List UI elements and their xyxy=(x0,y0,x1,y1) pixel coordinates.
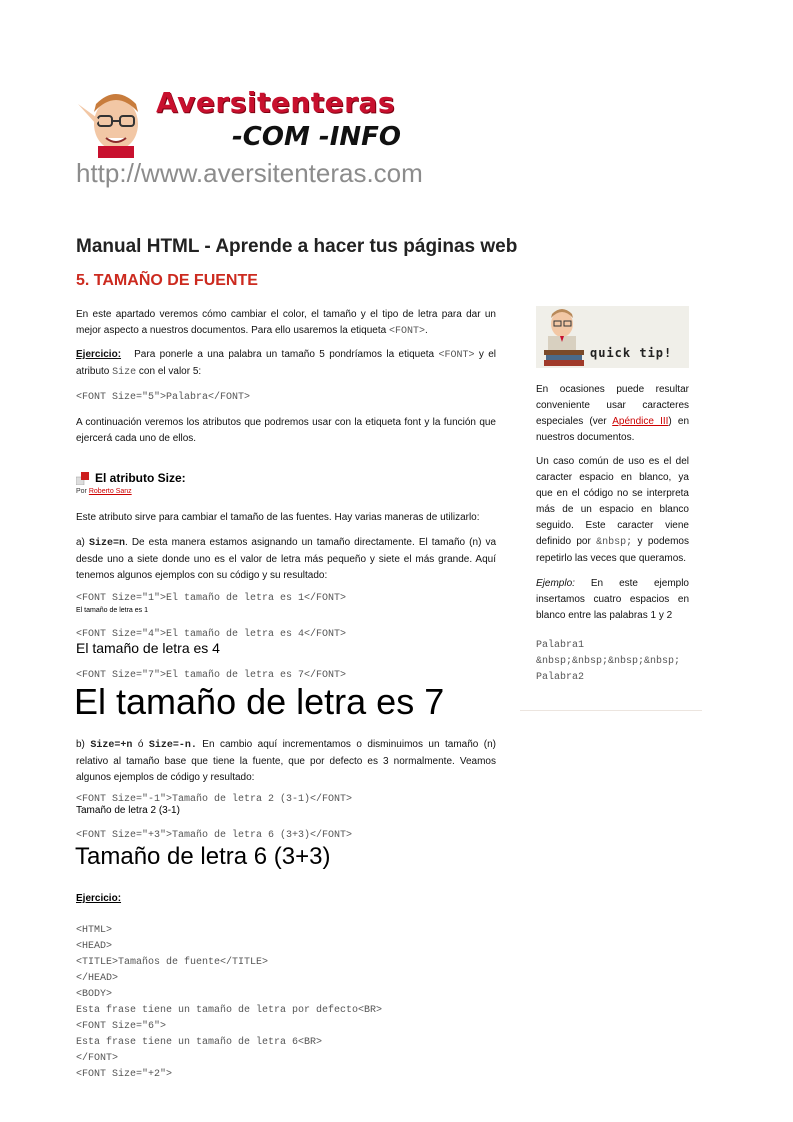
quick-tip-badge: quick tip! xyxy=(590,346,673,360)
tip-code-line: Palabra1 xyxy=(536,640,585,651)
byline-prefix: Por xyxy=(76,488,87,495)
size-b-paragraph xyxy=(76,737,496,786)
author-link[interactable]: Roberto Sanz xyxy=(88,488,132,495)
exercise-2-label: Ejercicio: xyxy=(76,893,122,904)
tip-p1-end: ) en nuestros documentos. xyxy=(536,416,690,443)
tip-example-label: Ejemplo: xyxy=(536,578,575,589)
tip-p1-text: En ocasiones puede resultar conveniente usar caracteres especiales (ver xyxy=(536,384,689,427)
tip-paragraph-2 xyxy=(536,454,689,567)
ex7-result: El tamaño de letra es 7 xyxy=(74,681,445,722)
tip-p2-text: Un caso común de uso es el del caracter espacio en blanco, ya que en el código no se interpreta más de un espacio en blanco seguido. Este caracter viene definido por xyxy=(536,456,689,547)
code-line: <BODY> xyxy=(76,989,113,1000)
continuation-paragraph: A continuación veremos los atributos que podremos usar con la etiqueta font y la función que ejercerá cada uno de ellos. xyxy=(76,417,496,444)
exp3-result: Tamaño de letra 6 (3+3) xyxy=(75,843,331,870)
ex7-code: <FONT Size="7">El tamaño de letra es 7</FONT> xyxy=(76,670,347,681)
section-title: 5. TAMAÑO DE FUENTE xyxy=(76,272,258,289)
exercise-attr: Size xyxy=(112,367,137,378)
code-line: Esta frase tiene un tamaño de letra por defecto<BR> xyxy=(76,1005,383,1016)
b-or: ó xyxy=(132,739,149,750)
exercise-1-code: <FONT Size="5">Palabra</FONT> xyxy=(76,392,251,403)
bullet-icon xyxy=(76,472,89,485)
a-text: . De esta manera estamos asignando un tamaño directamente. El tamaño (n) va desde uno a siete donde uno es el valor de letra más pequeño y siete el más grande. Aquí tenemos algunos ejemplos con su código y su resultado: xyxy=(76,537,497,581)
quick-tip-banner xyxy=(536,306,689,368)
ex4-result: El tamaño de letra es 4 xyxy=(76,640,220,656)
tip-example-text: En este ejemplo insertamos cuatro espacios en blanco entre las palabras 1 y 2 xyxy=(536,578,689,621)
code-line: <TITLE>Tamaños de fuente</TITLE> xyxy=(76,957,269,968)
sidebar-divider xyxy=(520,710,702,711)
a-code: Size=n xyxy=(88,538,125,549)
a-prefix: a) xyxy=(76,537,85,548)
exercise-2-code xyxy=(76,907,382,1099)
code-line: <HEAD> xyxy=(76,941,113,952)
tip-code-line: &nbsp;&nbsp;&nbsp;&nbsp; xyxy=(536,656,681,667)
site-logo xyxy=(76,84,416,158)
exm1-code: <FONT Size="-1">Tamaño de letra 2 (3-1)</FONT> xyxy=(76,794,353,805)
intro-tag: <FONT> xyxy=(388,326,425,337)
exercise-label: Ejercicio: xyxy=(76,349,122,360)
size-description: Este atributo sirve para cambiar el tamaño de las fuentes. Hay varias maneras de utilizarlo: xyxy=(76,512,480,523)
intro-text: En este apartado veremos cómo cambiar el color, el tamaño y el tipo de letra para dar un mejor aspecto a nuestros documentos. Para ello usaremos la etiqueta xyxy=(76,309,496,336)
code-line: Esta frase tiene un tamaño de letra 6<BR> xyxy=(76,1037,323,1048)
tip-paragraph-3 xyxy=(536,576,689,624)
tip-paragraph-1 xyxy=(536,382,689,446)
b-code-plus: Size=+n xyxy=(90,740,133,751)
exm1-result: Tamaño de letra 2 (3-1) xyxy=(76,805,180,816)
mascot-image xyxy=(76,84,156,158)
logo-line-2: -COM -INFO xyxy=(232,122,401,152)
tip-code xyxy=(536,638,680,686)
ex1-result: El tamaño de letra es 1 xyxy=(76,607,148,614)
byline xyxy=(76,488,132,495)
code-line: </FONT> xyxy=(76,1053,119,1064)
exercise-tag: <FONT> xyxy=(438,350,475,361)
b-text: En cambio aquí incrementamos o disminuimos un tamaño (n) relativo al tamaño base que tiene la fuente, que por defecto es 3 normalmente. Veamos algunos ejemplos de código y resultado: xyxy=(76,739,496,783)
logo-line-1: Aversitenteras xyxy=(156,86,396,119)
ex4-code: <FONT Size="4">El tamaño de letra es 4</FONT> xyxy=(76,629,347,640)
b-prefix: b) xyxy=(76,739,85,750)
tip-code-line: Palabra2 xyxy=(536,672,585,683)
code-line: <FONT Size="6"> xyxy=(76,1021,167,1032)
site-url: http://www.aversitenteras.com xyxy=(76,158,423,188)
exercise-mid: y el atributo xyxy=(76,349,496,377)
page-title: Manual HTML - Aprende a hacer tus páginas web xyxy=(76,236,518,257)
nerd-mascot-image xyxy=(538,306,594,368)
exercise-text: Para ponerle a una palabra un tamaño 5 pondríamos la etiqueta xyxy=(134,349,439,360)
code-line: </HEAD> xyxy=(76,973,119,984)
intro-paragraph xyxy=(76,307,496,340)
exercise-1-paragraph xyxy=(76,347,496,381)
code-line: <HTML> xyxy=(76,925,113,936)
appendix-link[interactable]: Apéndice III xyxy=(612,416,669,427)
tip-p2-code: &nbsp; xyxy=(596,537,633,548)
exp3-code: <FONT Size="+3">Tamaño de letra 6 (3+3)</FONT> xyxy=(76,830,353,841)
tip-p2-end: y podemos repetirlo las veces que queramos. xyxy=(536,536,689,564)
ex1-code: <FONT Size="1">El tamaño de letra es 1</FONT> xyxy=(76,593,347,604)
size-a-paragraph xyxy=(76,535,496,584)
code-line: <FONT Size="+2"> xyxy=(76,1069,173,1080)
exercise-end: con el valor 5: xyxy=(136,366,202,377)
size-heading: El atributo Size: xyxy=(95,471,186,485)
intro-end: . xyxy=(424,325,428,336)
b-code-minus: Size=-n. xyxy=(148,740,197,751)
